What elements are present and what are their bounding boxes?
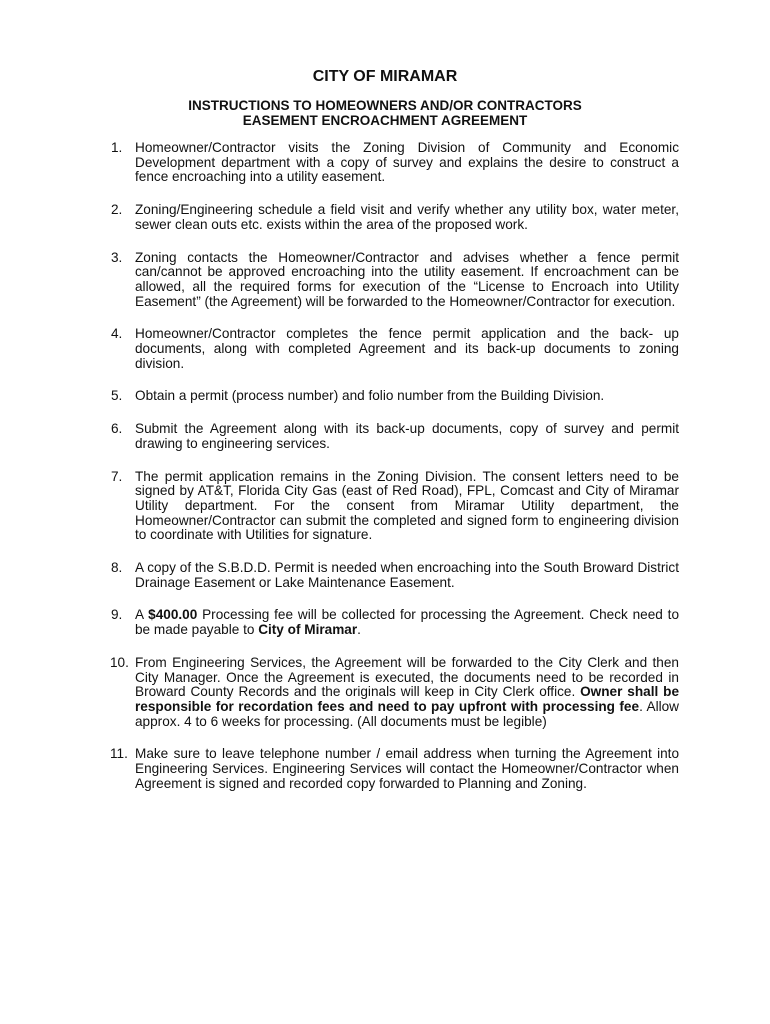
item-text: Make sure to leave telephone number / email address when turning the Agreement into Engineering Services. Engineering Services will contact the Homeowner/Contractor when Agreement is signed and recorded copy forwarded to Planning and Zoning. (135, 746, 679, 791)
document-subtitle-line1: INSTRUCTIONS TO HOMEOWNERS AND/OR CONTRACTORS (188, 98, 582, 113)
item-text: Obtain a permit (process number) and folio number from the Building Division. (135, 388, 605, 404)
list-item (111, 251, 679, 310)
item-text: Zoning/Engineering schedule a field visit and verify whether any utility box, water meter, sewer clean outs etc. exists within the area of the proposed work. (135, 202, 679, 232)
item-number: 2. (111, 202, 123, 218)
item-number: 5. (111, 388, 123, 404)
item-number: 1. (111, 140, 123, 155)
item-text-part: Processing fee will be collected for processing the Agreement. Check need to be made payable to (135, 607, 680, 638)
item-text-part: . Allow approx. 4 to 6 weeks for processing. (All documents must be legible) (135, 698, 679, 729)
item-text: Homeowner/Contractor completes the fence permit application and the back- up documents, along with completed Agreement and its back-up documents to zoning division. (135, 326, 679, 371)
item-text-part: A (135, 607, 149, 623)
item-text (135, 608, 679, 637)
list-item (111, 327, 679, 371)
list-item (111, 608, 679, 637)
item-text: Zoning contacts the Homeowner/Contractor and advises whether a fence permit can/cannot be approved encroaching into the utility easement. If encroachment can be allowed, all the required forms for execution of the “License to Encroach into Utility Easement” (the Agreement) will be forwarded to the Homeowner/Contractor for execution. (135, 249, 679, 309)
item-text-part: . (357, 622, 361, 638)
list-item (111, 203, 679, 232)
item-number: 3. (111, 249, 123, 265)
list-item (111, 470, 679, 544)
document-title: CITY OF MIRAMAR (312, 68, 458, 85)
item-text (135, 656, 679, 730)
list-item (111, 141, 679, 185)
item-number: 4. (111, 326, 123, 342)
list-item (111, 561, 679, 590)
list-item (111, 389, 679, 404)
item-text: The permit application remains in the Zoning Division. The consent letters need to be signed by AT&T, Florida City Gas (east of Red Road), FPL, Comcast and City of Miramar Utility department. For the consent from Miramar Utility department, the Homeowner/Contractor can submit the completed and signed form to engineering division to coordinate with Utilities for signature. (135, 468, 679, 543)
payee-name: City of Miramar (258, 622, 358, 638)
item-number: 7. (111, 468, 123, 484)
item-number: 6. (111, 421, 123, 437)
instruction-list (111, 141, 679, 810)
item-number: 8. (111, 560, 123, 576)
item-number: 10. (110, 654, 129, 670)
list-item (111, 422, 679, 451)
item-text: Submit the Agreement along with its back-up documents, copy of survey and permit drawing to engineering services. (135, 421, 679, 451)
list-item (111, 747, 679, 791)
item-text-part: From Engineering Services, the Agreement will be forwarded to the City Clerk and then City Manager. Once the Agreement is executed, the documents need to be recorded in Broward County Records and the originals will keep in City Clerk office. (135, 654, 679, 700)
list-item (111, 656, 679, 730)
item-text: Homeowner/Contractor visits the Zoning Division of Community and Economic Development department with a copy of survey and explains the desire to construct a fence encroaching into a utility easement. (135, 140, 679, 185)
item-number: 9. (111, 607, 123, 623)
item-text: A copy of the S.B.D.D. Permit is needed when encroaching into the South Broward District Drainage Easement or Lake Maintenance Easement. (135, 560, 679, 590)
processing-fee-amount: $400.00 (148, 607, 198, 623)
document-subtitle-line2: EASEMENT ENCROACHMENT AGREEMENT (242, 113, 528, 128)
item-number: 11. (110, 746, 128, 762)
owner-responsibility-note: Owner shall be responsible for recordation fees and need to pay upfront with processing fee (135, 684, 680, 714)
